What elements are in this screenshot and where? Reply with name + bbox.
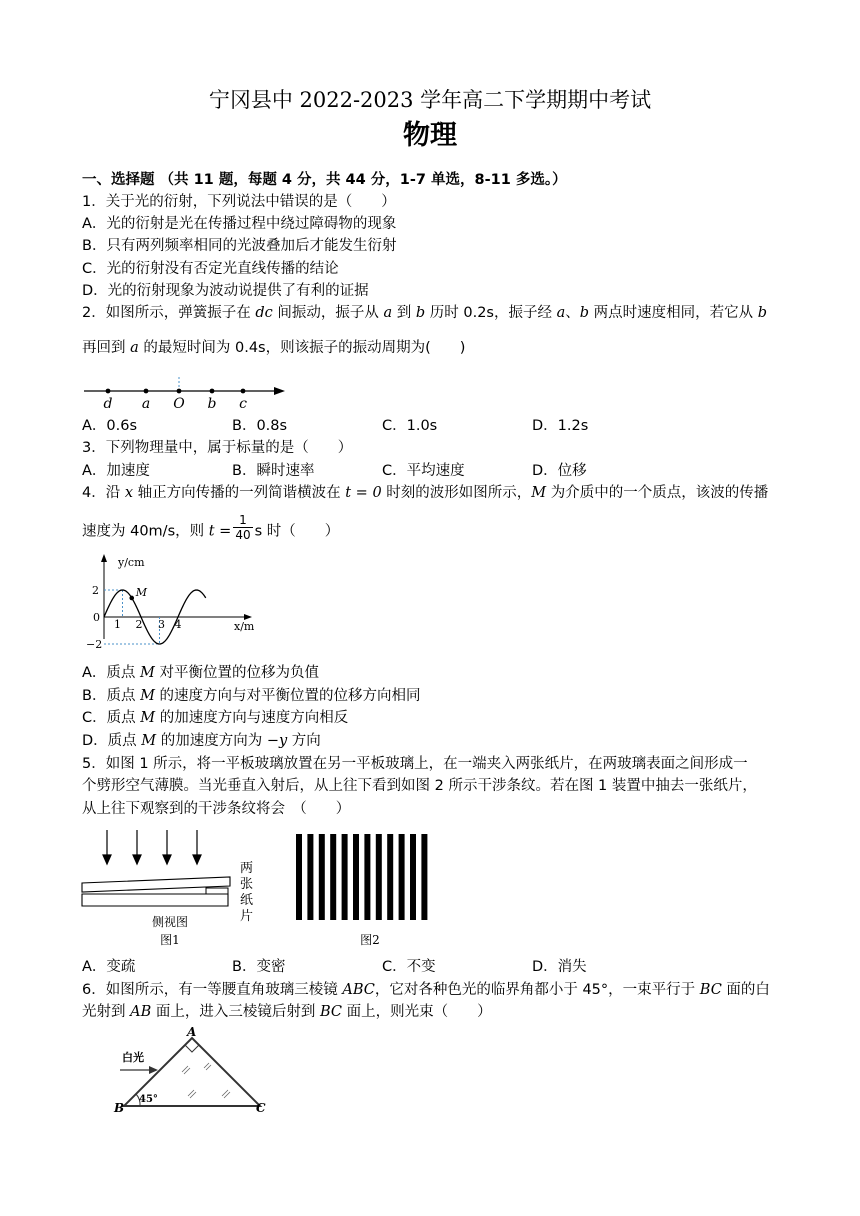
question-4-option-d: D．质点 M 的加速度方向为 −y 方向 xyxy=(82,733,321,749)
point-o xyxy=(177,389,182,394)
label-a: a xyxy=(141,396,151,412)
point-a xyxy=(144,389,149,394)
paper-label-4: 片 xyxy=(240,909,254,924)
paper-slips xyxy=(206,888,228,894)
incident-light-arrows xyxy=(103,830,201,864)
question-3-option-c: C．平均速度 xyxy=(382,463,465,479)
question-3-option-b: B．瞬时速率 xyxy=(232,463,315,479)
dark-fringe xyxy=(307,834,313,920)
paper-label-2: 张 xyxy=(240,877,254,892)
dark-fringe xyxy=(376,834,382,920)
bottom-glass-plate xyxy=(82,894,228,906)
vertex-b-label: B xyxy=(114,1101,125,1115)
question-3-option-a: A．加速度 xyxy=(82,463,150,479)
section-heading: 一、选择题 （共 11 题，每题 4 分，共 44 分，1-7 单选，8-11 多选。） xyxy=(82,172,567,188)
question-1-option-c: C．光的衍射没有否定光直线传播的结论 xyxy=(82,261,339,277)
wave-graph xyxy=(84,552,264,648)
question-5-option-c: C．不变 xyxy=(382,959,436,975)
dark-fringe xyxy=(399,834,405,920)
wedge-film-figure xyxy=(80,826,260,950)
question-3-stem: 3．下列物理量中，属于标量的是（ ） xyxy=(82,440,353,456)
question-4-option-a: A．质点 M 对平衡位置的位移为负值 xyxy=(82,665,319,681)
fraction-numerator: 1 xyxy=(233,513,252,528)
question-5-option-b: B．变密 xyxy=(232,959,286,975)
x-tick-label: 4 xyxy=(174,618,182,631)
dark-fringe xyxy=(296,834,302,920)
label-b: b xyxy=(207,396,217,412)
dark-fringe xyxy=(410,834,416,920)
question-3-option-d: D．位移 xyxy=(532,463,587,479)
y-axis-arrow xyxy=(101,554,107,562)
figure-2-caption: 图2 xyxy=(360,933,380,947)
vertex-a-label: A xyxy=(187,1026,197,1039)
dark-fringe xyxy=(421,834,427,920)
dark-fringe xyxy=(330,834,336,920)
question-4-option-c: C．质点 M 的加速度方向与速度方向相反 xyxy=(82,710,349,726)
dark-fringe xyxy=(342,834,348,920)
label-d: d xyxy=(103,396,113,412)
x-axis-label: x/m xyxy=(234,620,255,633)
question-4-stem-line2: 速度为 40m/s，则 t = $\frac{1}{40}$ s 时（ ） xyxy=(82,513,340,542)
question-2-option-d: D．1.2s xyxy=(532,418,589,434)
question-2-option-c: C．1.0s xyxy=(382,418,438,434)
question-6-stem-line1: 6．如图所示，有一等腰直角玻璃三棱镜 ABC，它对各种色光的临界角都小于 45°，一束平行于 BC 面的白 xyxy=(82,982,770,998)
question-1-option-d: D．光的衍射现象为波动说提供了有利的证据 xyxy=(82,283,369,299)
question-4-option-b: B．质点 M 的速度方向与对平衡位置的位移方向相同 xyxy=(82,688,421,704)
time-fraction xyxy=(233,513,252,542)
subject-title: 物理 xyxy=(403,120,457,151)
fringe-pattern xyxy=(296,834,427,920)
dark-fringe xyxy=(353,834,359,920)
label-o: O xyxy=(173,396,185,412)
x-tick-label: 1 xyxy=(114,618,121,631)
question-5-stem-line1: 5．如图 1 所示，将一平板玻璃放置在另一平板玻璃上，在一端夹入两张纸片，在两玻璃表面之间形成一 xyxy=(82,756,748,772)
angle-label: 45° xyxy=(139,1094,158,1105)
question-5-option-d: D．消失 xyxy=(532,959,587,975)
fraction-denominator: 40 xyxy=(235,528,251,542)
prism-figure xyxy=(112,1026,272,1118)
y-tick-label: 2 xyxy=(92,584,99,597)
question-5-stem-line2: 个劈形空气薄膜。当光垂直入射后，从上往下看到如图 2 所示干涉条纹。若在图 1 装置中抽去一张纸片， xyxy=(82,778,757,794)
paper-label-1: 两 xyxy=(240,861,254,876)
y-tick-label: −2 xyxy=(86,638,103,648)
question-1-stem: 1．关于光的衍射，下列说法中错误的是（ ） xyxy=(82,194,396,210)
interference-fringes-figure xyxy=(292,830,438,950)
exam-title: 宁冈县中 2022-2023 学年高二下学期期中考试 xyxy=(208,88,652,112)
question-4-stem-line1: 4．沿 x 轴正方向传播的一列简谐横波在 t = 0 时刻的波形如图所示，M 为介质中的一个质点，该波的传播 xyxy=(82,485,769,501)
vertex-c-label: C xyxy=(256,1101,266,1115)
point-d xyxy=(106,389,111,394)
question-2-option-b: B．0.8s xyxy=(232,418,288,434)
question-5-stem-line3: 从上往下观察到的干涉条纹将会 （ ） xyxy=(82,801,351,817)
point-m xyxy=(129,596,134,601)
point-c xyxy=(241,389,246,394)
question-2-stem-line1: 2．如图所示，弹簧振子在 dc 间振动，振子从 a 到 b 历时 0.2s，振子经 a、b 两点时速度相同，若它从 b xyxy=(82,305,768,321)
x-tick-label: 2 xyxy=(135,618,143,631)
question-1-option-a: A．光的衍射是光在传播过程中绕过障碍物的现象 xyxy=(82,216,397,232)
label-c: c xyxy=(239,396,247,412)
question-5-option-a: A．变疏 xyxy=(82,959,136,975)
white-light-label: 白光 xyxy=(122,1051,144,1064)
side-view-label: 侧视图 xyxy=(151,915,189,929)
question-1-option-b: B．只有两列频率相同的光波叠加后才能发生衍射 xyxy=(82,238,397,254)
dark-fringe xyxy=(387,834,393,920)
point-b xyxy=(210,389,215,394)
origin-label: 0 xyxy=(93,611,100,624)
question-6-stem-line2: 光射到 AB 面上，进入三棱镜后射到 BC 面上，则光束（ ） xyxy=(82,1004,492,1020)
dark-fringe xyxy=(364,834,370,920)
point-m-label: M xyxy=(135,585,148,599)
figure-1-caption: 图1 xyxy=(160,933,180,947)
right-angle-mark xyxy=(185,1045,199,1052)
x-tick-label: 3 xyxy=(158,618,165,631)
question-2-stem-line2: 再回到 a 的最短时间为 0.4s，则该振子的振动周期为( ) xyxy=(82,340,466,356)
oscillator-figure xyxy=(80,374,292,412)
y-axis-label: y/cm xyxy=(118,556,145,569)
top-glass-plate xyxy=(82,877,230,892)
dark-fringe xyxy=(319,834,325,920)
paper-label-3: 纸 xyxy=(240,893,254,908)
axis-arrow xyxy=(274,387,285,395)
question-2-option-a: A．0.6s xyxy=(82,418,138,434)
